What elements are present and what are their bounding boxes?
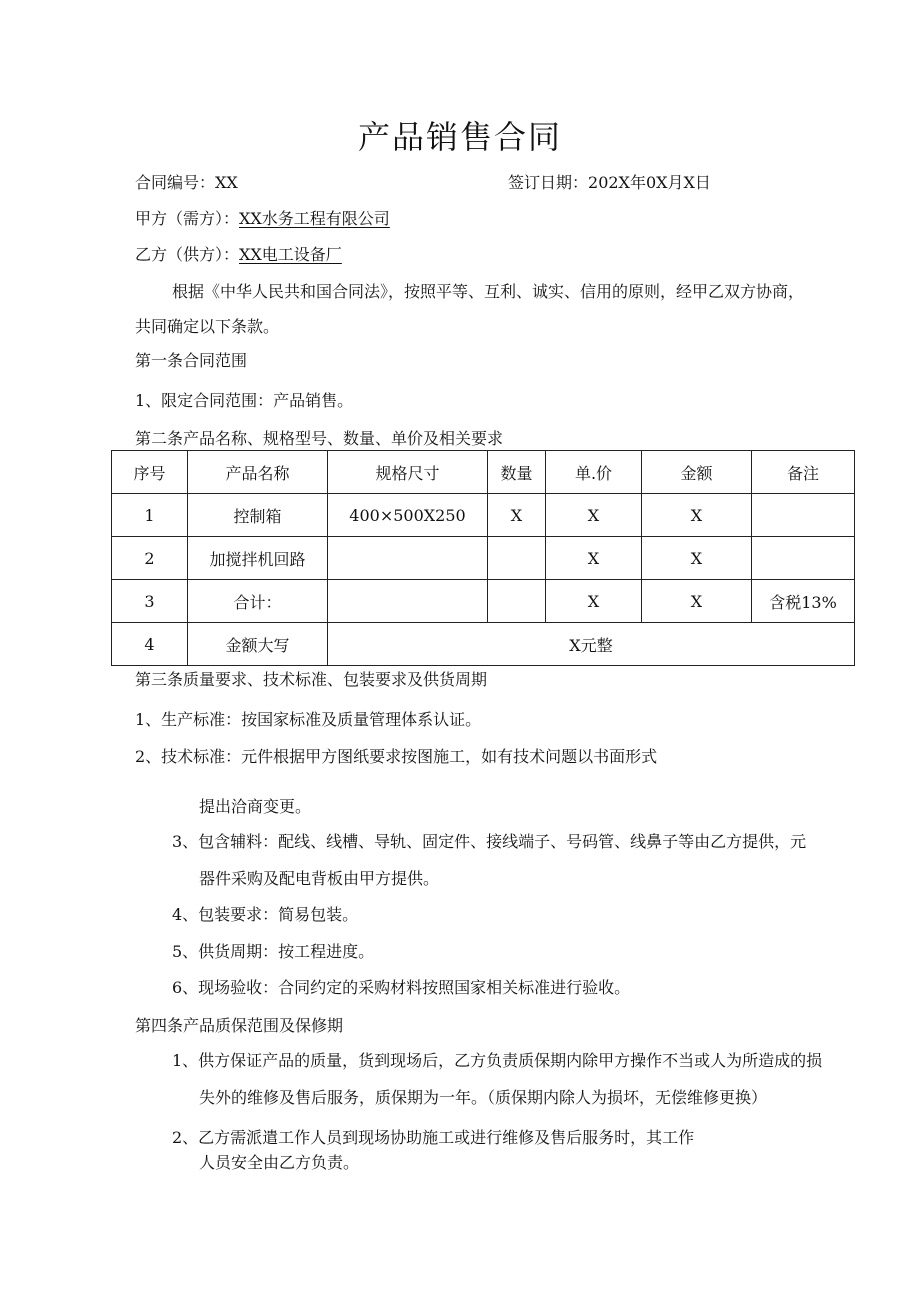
table-cell: X (546, 580, 642, 623)
article-4-title: 第四条产品质保范围及保修期 (135, 1016, 344, 1035)
table-cell (488, 580, 546, 623)
table-cell: 合计： (188, 580, 328, 623)
amount-in-words-row (112, 623, 855, 666)
preamble-line-2: 共同确定以下条款。 (135, 317, 280, 336)
contract-number-label: 合同编号： (135, 173, 216, 192)
party-a-name: XX水务工程有限公司 (239, 209, 390, 228)
table-row (112, 580, 855, 623)
article-4-item-1-line-2: 失外的维修及售后服务，质保期为一年。（质保期内除人为损坏，无偿维修更换） (199, 1088, 768, 1107)
party-a (135, 208, 390, 230)
table-cell: 金额大写 (188, 623, 328, 666)
article-3-item-6: 6、现场验收：合同约定的采购材料按照国家相关标准进行验收。 (172, 978, 631, 997)
table-cell: 400×500X250 (328, 494, 488, 537)
article-1-item-1: 1、限定合同范围：产品销售。 (135, 391, 354, 410)
table-cell (328, 537, 488, 580)
table-cell: X (546, 494, 642, 537)
signing-date-value: 202X年0X月X日 (588, 173, 711, 192)
party-b-name: XX电工设备厂 (239, 245, 342, 264)
article-3-title: 第三条质量要求、技术标准、包装要求及供货周期 (135, 670, 488, 689)
article-3-item-5: 5、供货周期：按工程进度。 (172, 942, 375, 961)
preamble-line-1: 根据《中华人民共和国合同法》，按照平等、互利、诚实、信用的原则，经甲乙双方协商， (172, 282, 805, 301)
amount-in-words-value: X元整 (328, 623, 855, 666)
signing-date-label: 签订日期： (508, 173, 589, 192)
article-3-item-4: 4、包装要求：简易包装。 (172, 905, 359, 924)
contract-number-value: XX (215, 173, 238, 192)
product-table (111, 450, 855, 666)
table-cell: X (642, 537, 752, 580)
table-cell: X (642, 494, 752, 537)
article-4-item-1-line-1: 1、供方保证产品的质量，货到现场后，乙方负责质保期内除甲方操作不当或人为所造成的损 (172, 1051, 823, 1070)
table-row (112, 537, 855, 580)
table-cell (488, 537, 546, 580)
header-cell: 规格尺寸 (328, 451, 488, 494)
article-4-item-2-line-1: 2、乙方需派遣工作人员到现场协助施工或进行维修及售后服务时，其工作 (172, 1128, 695, 1147)
article-4-item-2-line-2: 人员安全由乙方负责。 (199, 1153, 360, 1172)
signing-date (508, 172, 711, 194)
article-2-title: 第二条产品名称、规格型号、数量、单价及相关要求 (135, 429, 504, 448)
contract-number (135, 172, 238, 194)
article-1-title: 第一条合同范围 (135, 351, 248, 370)
table-cell: 1 (112, 494, 188, 537)
header-cell: 数量 (488, 451, 546, 494)
table-cell: 4 (112, 623, 188, 666)
article-3-item-2-line-1: 2、技术标准：元件根据甲方图纸要求按图施工，如有技术问题以书面形式 (135, 747, 658, 766)
article-3-item-3-line-2: 器件采购及配电背板由甲方提供。 (199, 869, 440, 888)
table-cell (328, 580, 488, 623)
table-cell: 加搅拌机回路 (188, 537, 328, 580)
header-cell: 备注 (752, 451, 855, 494)
party-a-label: 甲方（需方）： (135, 209, 240, 228)
table-cell: 2 (112, 537, 188, 580)
article-3-item-1: 1、生产标准：按国家标准及质量管理体系认证。 (135, 710, 482, 729)
table-header-row (112, 451, 855, 494)
article-3-item-2-line-2: 提出洽商变更。 (199, 797, 312, 816)
header-cell: 单.价 (546, 451, 642, 494)
table-cell: X (488, 494, 546, 537)
table-cell: 含税13% (752, 580, 855, 623)
party-b (135, 244, 342, 266)
party-b-label: 乙方（供方）： (135, 245, 240, 264)
table-cell (752, 494, 855, 537)
table-cell: 控制箱 (188, 494, 328, 537)
table-cell: X (546, 537, 642, 580)
header-cell: 序号 (112, 451, 188, 494)
table-row (112, 494, 855, 537)
document-title: 产品销售合同 (357, 118, 562, 156)
header-cell: 金额 (642, 451, 752, 494)
article-3-item-3-line-1: 3、包含辅料：配线、线槽、导轨、固定件、接线端子、号码管、线鼻子等由乙方提供，元 (172, 832, 807, 851)
table-cell (752, 537, 855, 580)
header-cell: 产品名称 (188, 451, 328, 494)
table-cell: X (642, 580, 752, 623)
table-cell: 3 (112, 580, 188, 623)
